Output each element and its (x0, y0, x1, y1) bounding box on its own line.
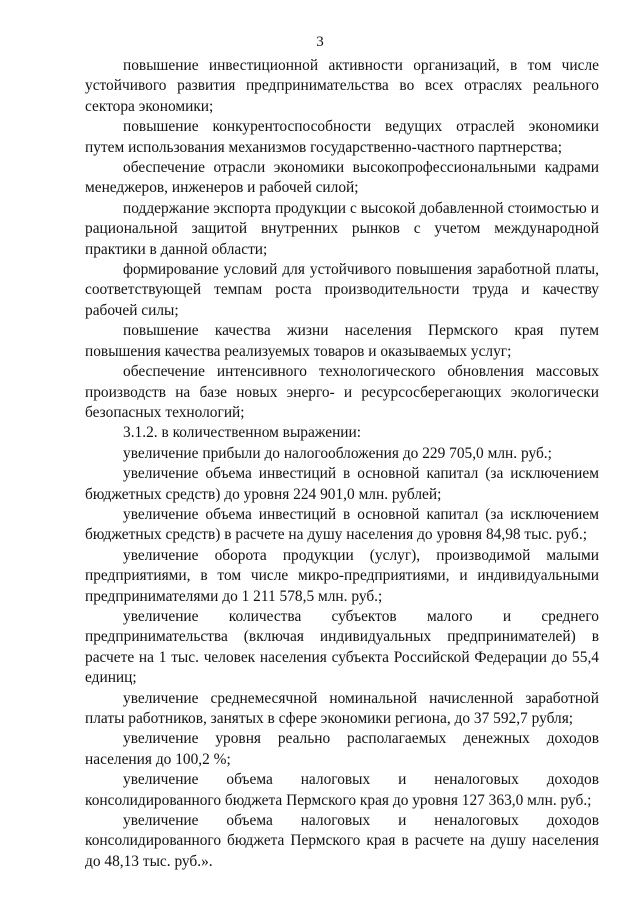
paragraph: обеспечение интенсивного технологического обновления массовых производств на базе новых энерго- и ресурсосберегающих экологически безопасных технологий; (85, 363, 599, 421)
paragraph: повышение конкурентоспособности ведущих отраслей экономики путем использования механизмов государственно-частного партнерства; (85, 118, 599, 156)
paragraph: увеличение объема инвестиций в основной капитал (за исключением бюджетных средств) до уровня 224 901,0 млн. рублей; (85, 465, 599, 503)
paragraph: увеличение объема инвестиций в основной капитал (за исключением бюджетных средств) в расчете на душу населения до уровня 84,98 тыс. руб.; (85, 505, 599, 544)
paragraph: увеличение количества субъектов малого и среднего предпринимательства (включая индивидуальных предпринимателей) в расчете на 1 тыс. человек населения субъекта Российской Федерации до 55,4 единиц; (85, 607, 599, 687)
paragraph: увеличение объема налоговых и неналоговых доходов консолидированного бюджета Пермского края до уровня 127 363,0 млн. руб.; (85, 771, 599, 809)
paragraph: увеличение среднемесячной номинальной начисленной заработной платы работников, занятых в сфере экономики региона, до 37 592,7 рубля; (85, 689, 599, 727)
paragraph: поддержание экспорта продукции с высокой добавленной стоимостью и рациональной защитой внутренних рынков с учетом международной практики в данной области; (85, 199, 599, 258)
paragraph: увеличение оборота продукции (услуг), производимой малыми предприятиями, в том числе микро-предприятиями, и индивидуальными предпринимателями до 1 211 578,5 млн. руб.; (85, 546, 599, 605)
paragraph: обеспечение отрасли экономики высокопрофессиональными кадрами менеджеров, инженеров и рабочей силой; (85, 159, 599, 197)
document-body (85, 56, 599, 872)
page-number: 3 (316, 34, 324, 50)
paragraph: увеличение прибыли до налогообложения до 229 705,0 млн. руб.; (123, 444, 552, 462)
paragraph: повышение инвестиционной активности организаций, в том числе устойчивого развития предпринимательства во всех отраслях реального сектора экономики; (85, 57, 599, 115)
paragraph: формирование условий для устойчивого повышения заработной платы, соответствующей темпам роста производительности труда и качеству рабочей силы; (85, 261, 599, 319)
paragraph: увеличение объема налоговых и неналоговых доходов консолидированного бюджета Пермского края в расчете на душу населения до 48,13 тыс. руб.». (85, 812, 599, 870)
section-heading: 3.1.2. в количественном выражении: (123, 424, 362, 442)
paragraph: повышение качества жизни населения Пермского края путем повышения качества реализуемых товаров и оказываемых услуг; (85, 322, 599, 360)
paragraph: увеличение уровня реально располагаемых денежных доходов населения до 100,2 %; (85, 730, 599, 768)
